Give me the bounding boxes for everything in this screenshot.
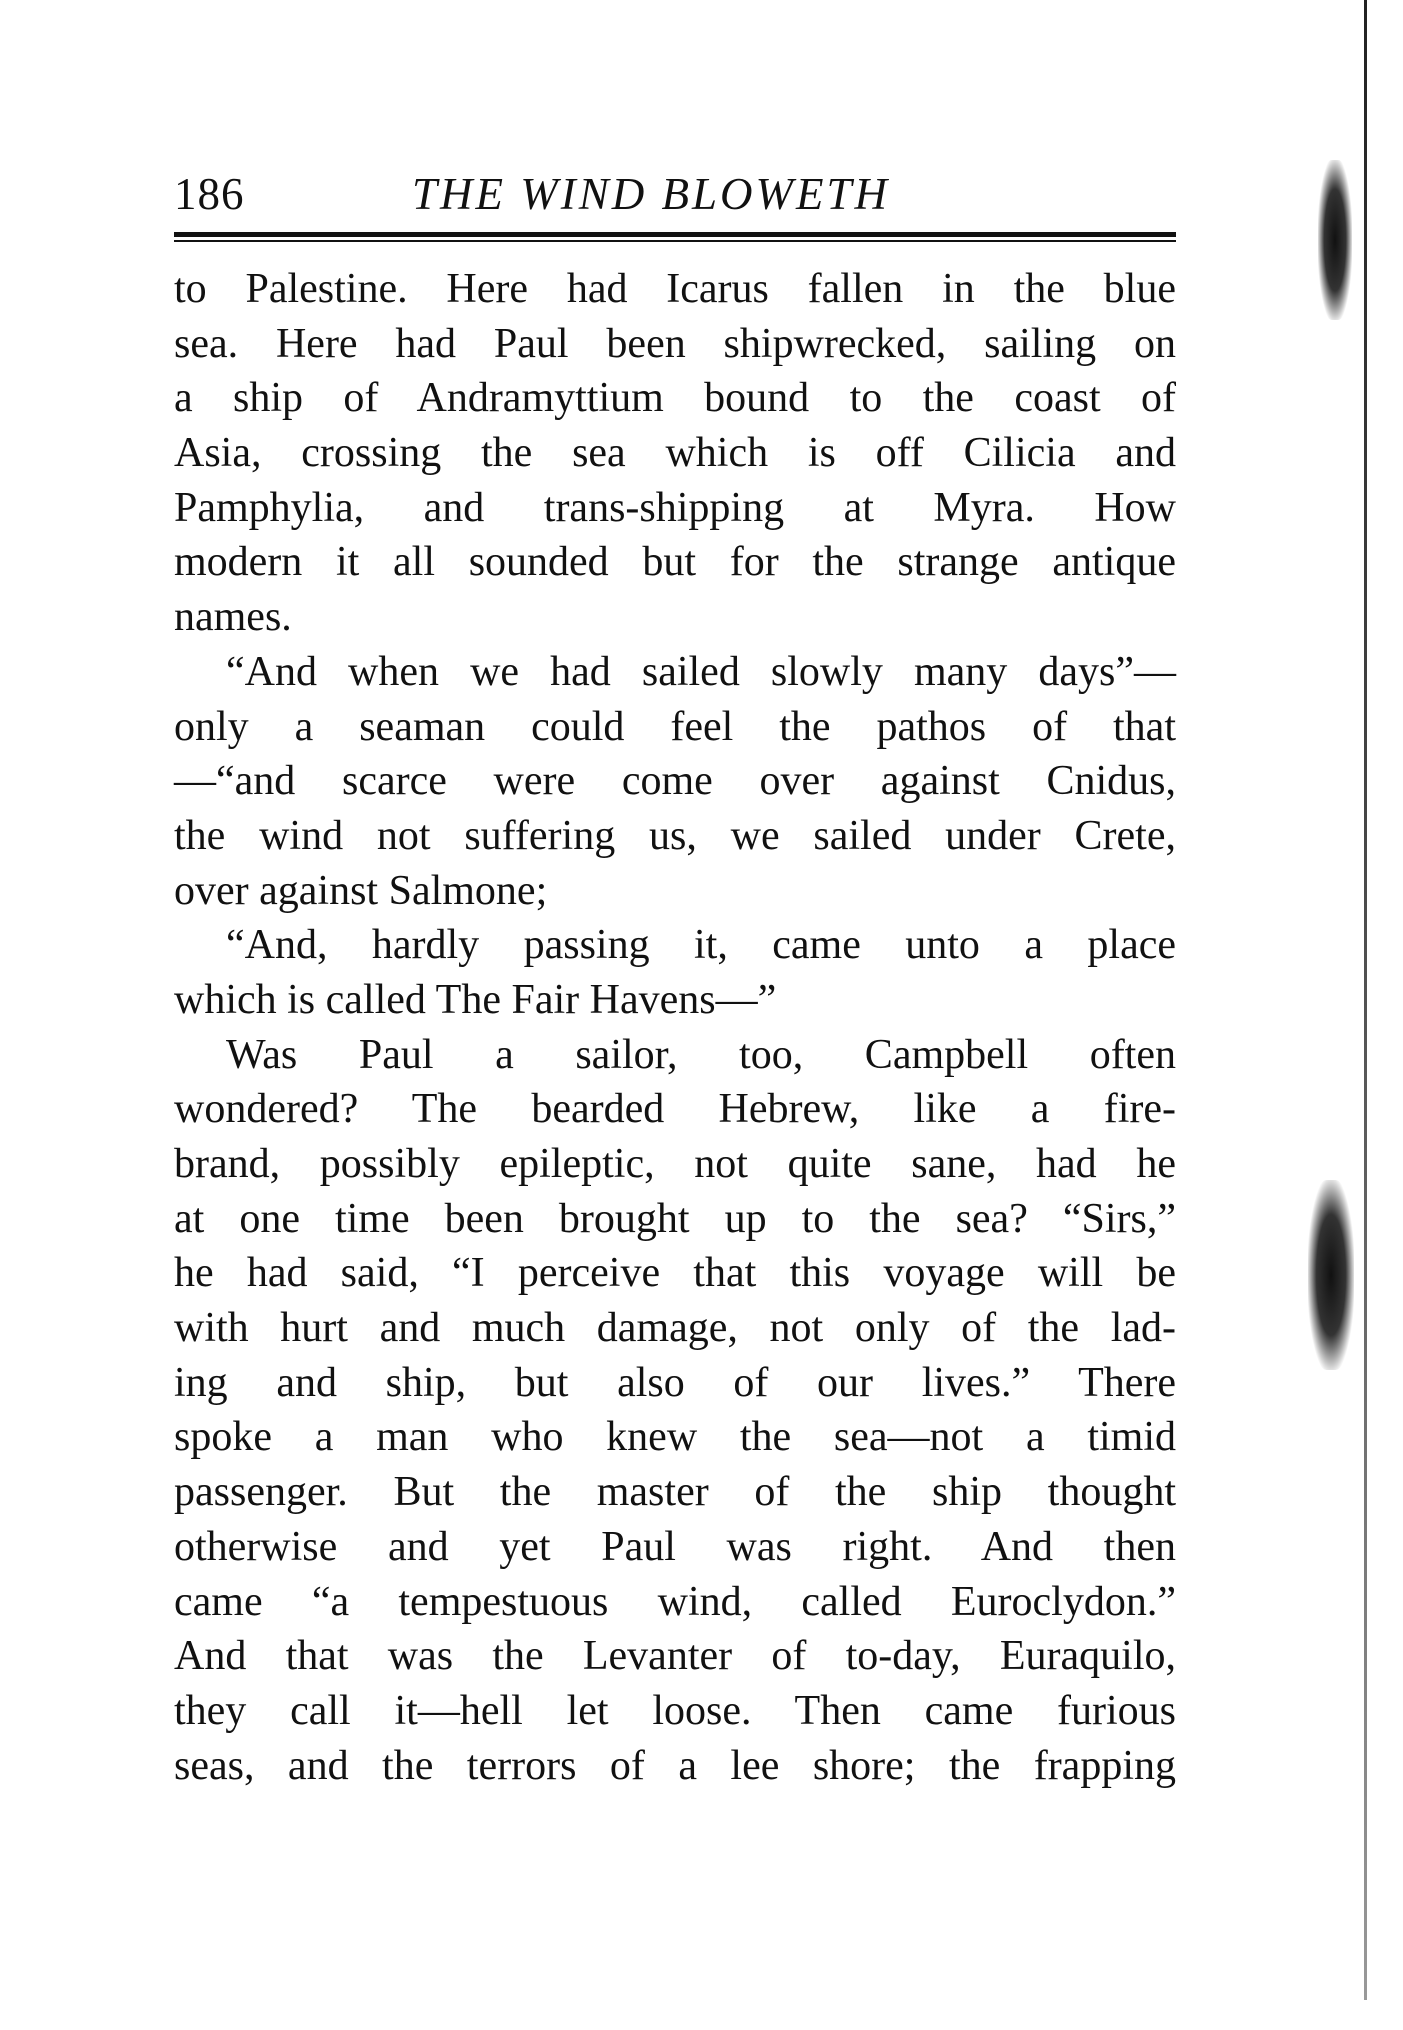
text-line: Was Paul a sailor, too, Campbell often [226, 1031, 1176, 1078]
text-line: “And, hardly passing it, came unto a place [226, 922, 1176, 969]
running-title: THE WIND BLOWETH [412, 169, 891, 219]
text-line: the wind not suffering us, we sailed under Crete, [174, 812, 1176, 859]
header-rule-thin [174, 240, 1176, 242]
text-line: at one time been brought up to the sea? “Sirs,” [174, 1195, 1176, 1242]
text-line: with hurt and much damage, not only of the lad- [174, 1305, 1176, 1352]
header-rule-thick [174, 232, 1176, 237]
text-line: came “a tempestuous wind, called Euroclydon.” [174, 1578, 1176, 1625]
text-line: which is called The Fair Havens—” [174, 976, 777, 1023]
text-line: spoke a man who knew the sea—not a timid [174, 1414, 1176, 1461]
text-line: And that was the Levanter of to-day, Euraquilo, [174, 1633, 1176, 1680]
text-line: otherwise and yet Paul was right. And then [174, 1523, 1176, 1570]
text-line: Pamphylia, and trans-shipping at Myra. How [174, 484, 1176, 531]
text-line: modern it all sounded but for the strange antique [174, 539, 1176, 586]
text-line: “And when we had sailed slowly many days”— [226, 648, 1176, 695]
text-line: passenger. But the master of the ship thought [174, 1469, 1176, 1516]
page-header [174, 168, 1176, 228]
page-number: 186 [174, 169, 245, 219]
text-line: he had said, “I perceive that this voyage will be [174, 1250, 1176, 1297]
text-line: to Palestine. Here had Icarus fallen in the blue [174, 266, 1176, 312]
text-line: —“and scarce were come over against Cnidus, [174, 758, 1176, 805]
ink-smudge-upper [1318, 160, 1352, 320]
ink-smudge-lower [1308, 1180, 1354, 1370]
body-text [174, 262, 1176, 1793]
scan-edge-line [1364, 0, 1367, 2000]
text-line: a ship of Andramyttium bound to the coast of [174, 375, 1176, 422]
text-line: Asia, crossing the sea which is off Cilicia and [174, 430, 1176, 477]
text-line: brand, possibly epileptic, not quite sane, had he [174, 1141, 1176, 1187]
text-line: seas, and the terrors of a lee shore; the frapping [174, 1742, 1176, 1789]
text-line: wondered? The bearded Hebrew, like a fire- [174, 1086, 1176, 1133]
text-line: sea. Here had Paul been shipwrecked, sailing on [174, 320, 1176, 367]
text-line: over against Salmone; [174, 867, 548, 914]
text-line: ing and ship, but also of our lives.” There [174, 1359, 1176, 1406]
text-line: names. [174, 594, 292, 641]
text-line: they call it—hell let loose. Then came furious [174, 1687, 1176, 1734]
text-line: only a seaman could feel the pathos of that [174, 703, 1176, 750]
